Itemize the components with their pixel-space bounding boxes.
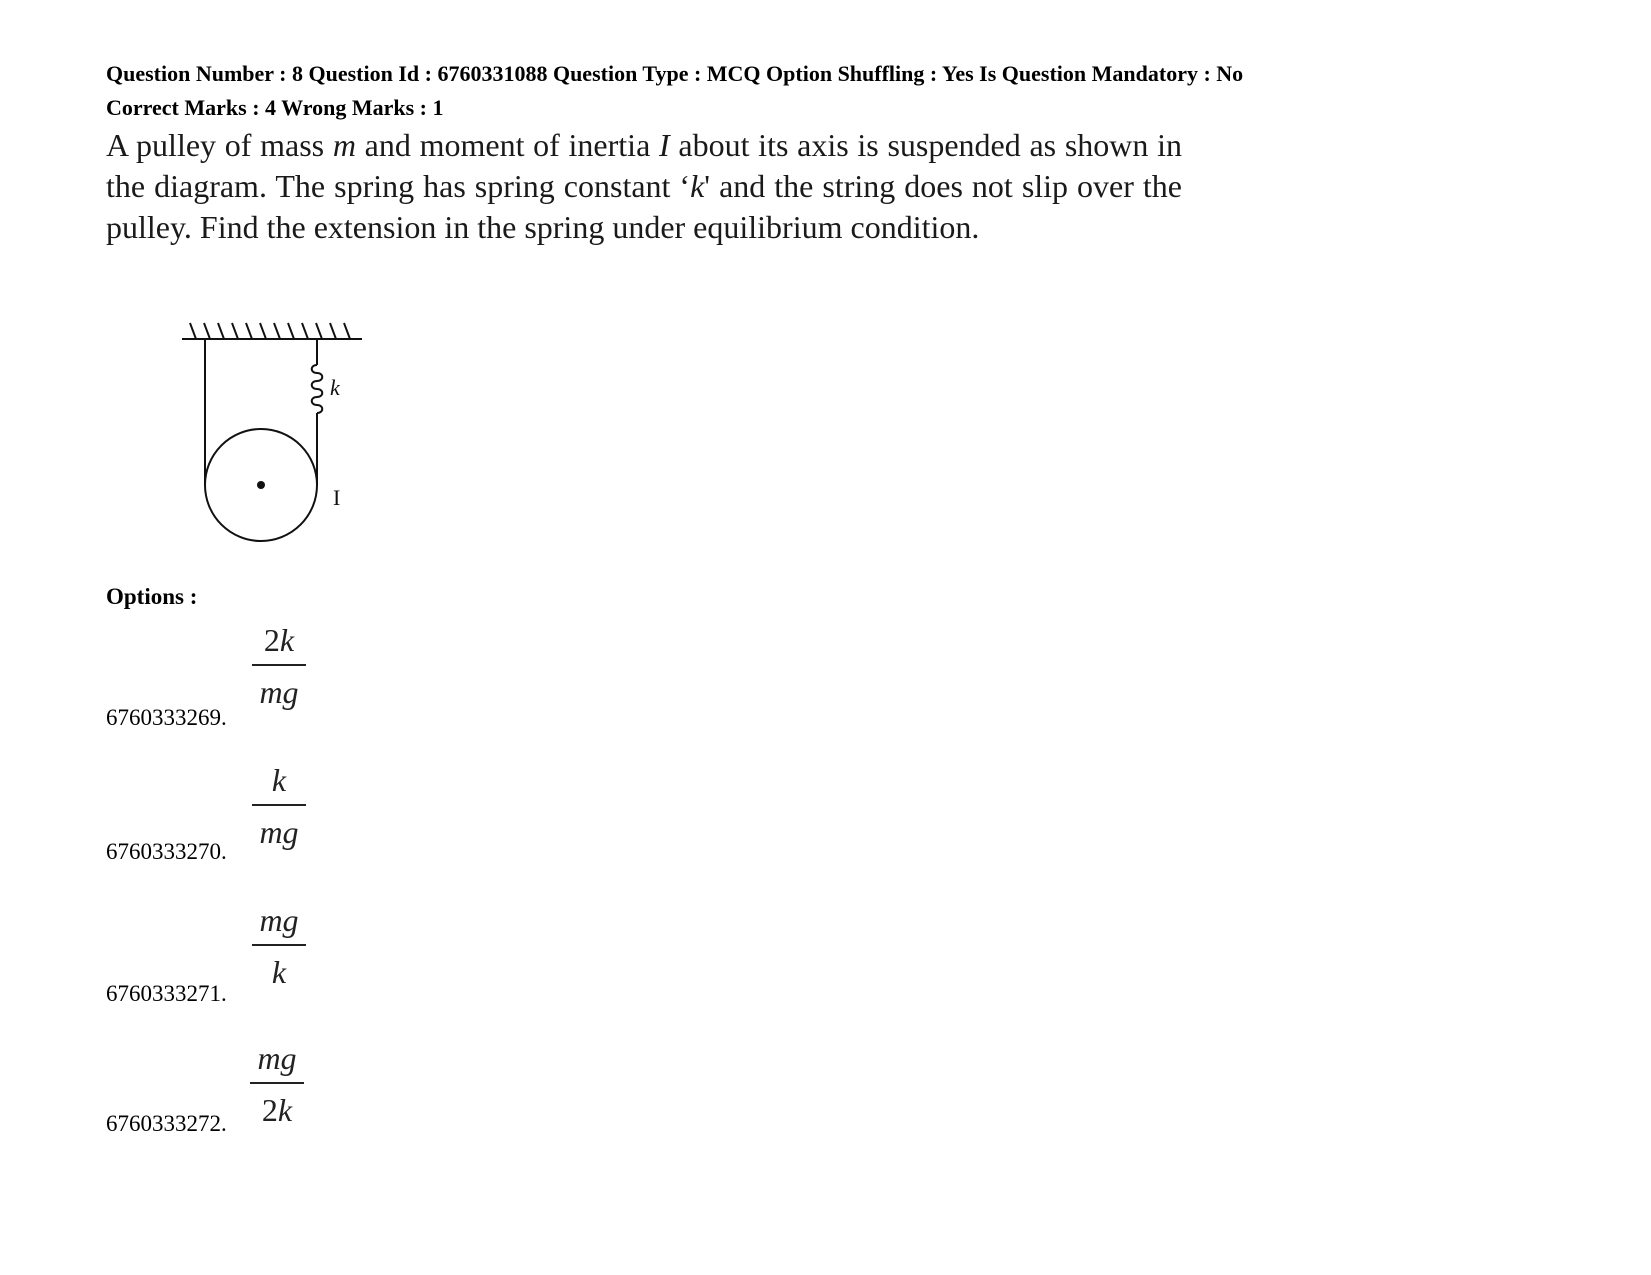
inertia-variable: I (659, 127, 670, 163)
question-meta-line: Question Number : 8 Question Id : 6760331088 Question Type : MCQ Option Shuffling : Yes Is Question Mandatory : No (106, 61, 1244, 86)
option-3-fraction (252, 900, 306, 992)
spring-constant-variable: k (690, 168, 705, 204)
spring (312, 365, 323, 413)
option-1-fraction (252, 620, 306, 712)
spring-constant-label: k (330, 375, 340, 400)
fraction-bar (252, 664, 306, 666)
option-4-fraction (250, 1038, 304, 1130)
inertia-label: I (333, 485, 341, 510)
ceiling (182, 323, 362, 339)
question-text-part: about its axis is suspended as shown in the diagram. The spring has spring constant ‘ (106, 127, 1183, 204)
option-4-numerator: mg (257, 1040, 297, 1076)
question-text-part: ' and the string does not slip over the pulley. Find the extension in the spring under equilibrium condition. (106, 168, 1183, 245)
fraction-bar (252, 944, 306, 946)
option-1-numerator (252, 620, 306, 660)
pulley-diagram (170, 305, 370, 580)
option-2-denominator: mg (259, 814, 299, 850)
fraction-bar (250, 1082, 304, 1084)
option-1-id[interactable]: 6760333269. (106, 705, 227, 730)
question-text-part: A pulley of mass (106, 127, 333, 163)
option-2-id[interactable]: 6760333270. (106, 839, 227, 864)
question-text-part: and moment of inertia (355, 127, 659, 163)
option-4-denominator (250, 1090, 304, 1130)
options-heading: Options : (106, 584, 198, 609)
fraction-bar (252, 804, 306, 806)
option-3-id[interactable]: 6760333271. (106, 981, 227, 1006)
option-2-numerator: k (271, 762, 287, 798)
marks-meta-line: Correct Marks : 4 Wrong Marks : 1 (106, 95, 444, 120)
option-2-fraction (252, 760, 306, 852)
coefficient-digit: 2 (261, 1092, 278, 1128)
variable-text: k (277, 1092, 293, 1128)
pulley-axle-dot (257, 481, 265, 489)
option-1-denominator: mg (259, 674, 299, 710)
option-3-denominator: k (271, 954, 287, 990)
question-text (106, 125, 1182, 248)
variable-text: k (279, 622, 295, 658)
option-4-id[interactable]: 6760333272. (106, 1111, 227, 1136)
option-3-numerator: mg (259, 902, 299, 938)
coefficient-digit: 2 (263, 622, 280, 658)
mass-variable: m (332, 127, 356, 163)
